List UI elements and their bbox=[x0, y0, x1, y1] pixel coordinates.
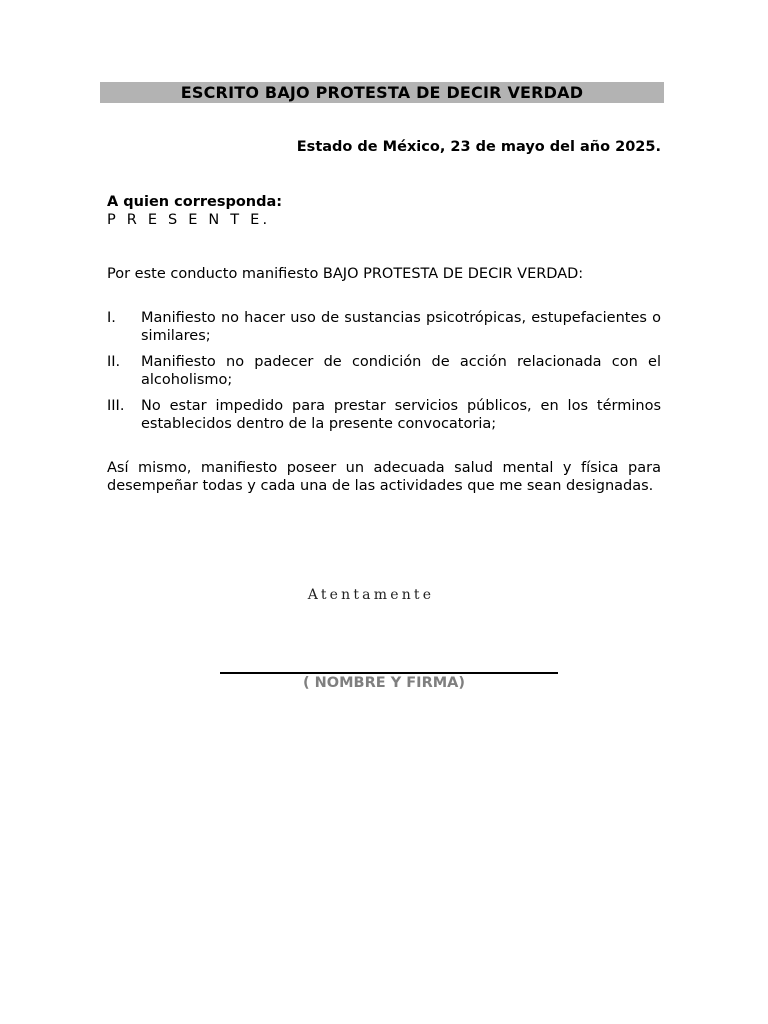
list-item-number: I. bbox=[107, 310, 116, 326]
list-item-number: II. bbox=[107, 354, 121, 370]
list-item bbox=[107, 353, 661, 389]
list-item bbox=[107, 309, 661, 345]
document-title: ESCRITO BAJO PROTESTA DE DECIR VERDAD bbox=[100, 82, 664, 103]
closing-salutation: Atentamente bbox=[307, 587, 435, 603]
health-statement: Así mismo, manifiesto poseer un adecuada salud mental y física para desempeñar todas y cada una de las actividades que me sean designadas. bbox=[107, 460, 661, 494]
list-item bbox=[107, 397, 661, 433]
list-item-text: No estar impedido para prestar servicios públicos, en los términos establecidos dentro de la presente convocatoria; bbox=[141, 398, 661, 432]
signature-label: ( NOMBRE Y FIRMA) bbox=[302, 675, 466, 691]
list-item-number: III. bbox=[107, 398, 125, 414]
list-item-text: Manifiesto no hacer uso de sustancias psicotrópicas, estupefacientes o similares; bbox=[141, 310, 661, 344]
intro-statement: Por este conducto manifiesto BAJO PROTESTA DE DECIR VERDAD: bbox=[107, 266, 584, 282]
declaration-list bbox=[107, 309, 661, 441]
presente-line: P R E S E N T E. bbox=[107, 212, 271, 228]
addressee: A quien corresponda: bbox=[107, 194, 283, 210]
list-item-text: Manifiesto no padecer de condición de acción relacionada con el alcoholismo; bbox=[141, 354, 661, 388]
date-line: Estado de México, 23 de mayo del año 2025. bbox=[296, 139, 661, 155]
